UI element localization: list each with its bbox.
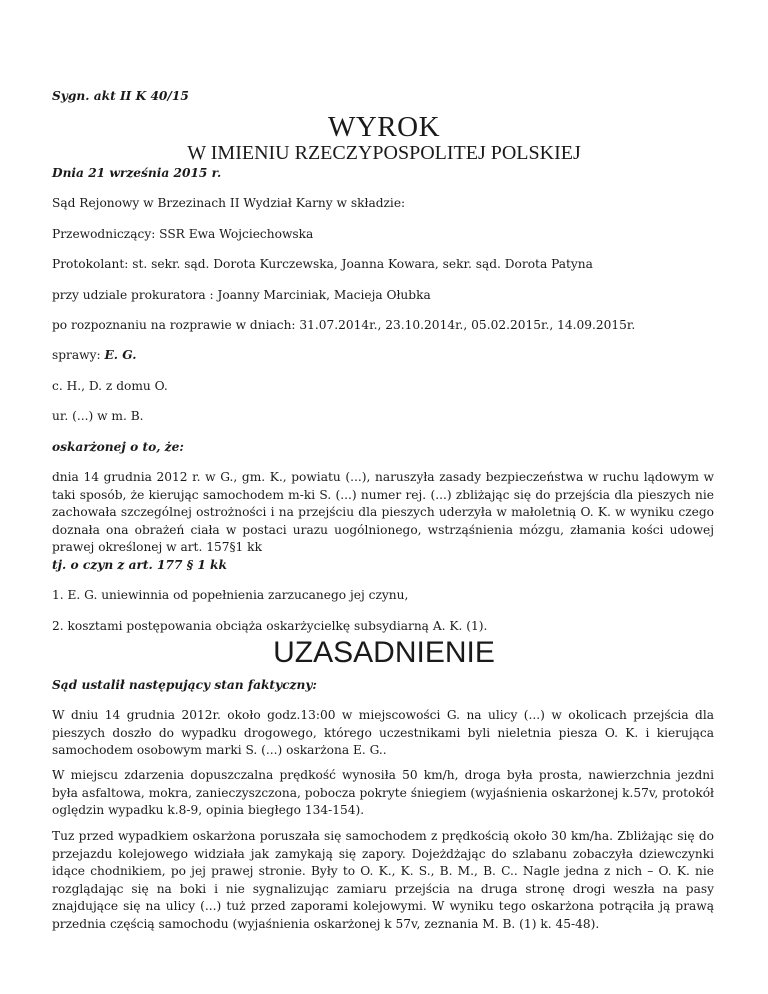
article-reference: tj. o czyn z art. 177 § 1 kk [52,558,227,572]
presiding-judge: Przewodniczący: SSR Ewa Wojciechowska [52,227,314,241]
justification-title: UZASADNIENIE [273,636,495,669]
defendant-birth: ur. (...) w m. B. [52,409,144,423]
case-subject [52,347,714,365]
verdict-item: 2. kosztami postępowania obciąża oskarżycielkę subsydiarną A. K. (1). [52,619,488,633]
paragraph: W miejscu zdarzenia dopuszczalna prędkość wynosiła 50 km/h, droga była prosta, nawierzchnia jezdni była asfaltowa, mokra, zanieczyszczona, pobocza pokryte śniegiem (wyjaśnienia oskarżonej k.57v, protokół oględzin wypadku k.8-9, opinia biegłego 134-154). [52,768,714,817]
verdict-subtitle: W IMIENIU RZECZYPOSPOLITEJ POLSKIEJ [187,142,581,164]
verdict-date: Dnia 21 września 2015 r. [52,166,222,180]
case-prefix: sprawy: [52,348,105,362]
accused-heading: oskarżonej o to, że: [52,440,184,454]
court-clerks: Protokolant: st. sekr. sąd. Dorota Kurczewska, Joanna Kowara, sekr. sąd. Dorota Patyna [52,257,593,271]
verdict-item: 1. E. G. uniewinnia od popełnienia zarzucanego jej czynu, [52,588,409,602]
hearing-dates: po rozpoznaniu na rozprawie w dniach: 31.07.2014r., 23.10.2014r., 05.02.2015r., 14.09.2015r. [52,318,636,332]
verdict-title: WYROK [327,111,441,143]
defendant-parents: c. H., D. z domu O. [52,379,168,393]
paragraph: Tuz przed wypadkiem oskarżona poruszała się samochodem z prędkością około 30 km/ha. Zbliżając się do przejazdu kolejowego widziała jak zamykają się zapory. Dojeżdżając do szlabanu zobaczyła dziewczynki idące chodnikiem, po jej prawej stronie. Były to O. K., K. S., B. M., B. C.. Nagle jedna z nich – O. K. nie rozglądając się na boki i nie sygnalizując zamiaru przejścia na druga stronę drogi weszła na pasy znajdujące się na ulicy (...) tuż przed zaporami kolejowymi. W wyniku tego oskarżona potrąciła ją prawą przednia częścią samochodu (wyjaśnienia oskarżonej k 57v, zeznania M. B. (1) k. 45-48). [52,829,714,931]
court-composition: Sąd Rejonowy w Brzezinach II Wydział Karny w składzie: [52,196,406,210]
paragraph: W dniu 14 grudnia 2012r. około godz.13:00 w miejscowości G. na ulicy (...) w okolicach przejścia dla pieszych doszło do wypadku drogowego, którego uczestnikami byli nieletnia piesza O. K. i kierująca samochodem osobowym marki S. (...) oskarżona E. G.. [52,708,714,757]
defendant-name: E. G. [104,348,137,362]
facts-heading: Sąd ustalił następujący stan faktyczny: [52,678,317,692]
case-number: Sygn. akt II K 40/15 [52,89,189,103]
charge-text: dnia 14 grudnia 2012 r. w G., gm. K., powiatu (...), naruszyła zasady bezpieczeństwa w ruchu lądowym w taki sposób, że kierując samochodem m-ki S. (...) numer rej. (...) zbliżając się do przejścia dla pieszych nie zachowała szczególnej ostrożności i na przejściu dla pieszych uderzyła w małoletnią O. K. w wyniku czego doznała ona obrażeń ciała w postaci urazu uogólnionego, wstrząśnienia mózgu, złamania kości udowej prawej określonej w art. 157§1 kk [52,470,714,554]
prosecutors: przy udziale prokuratora : Joanny Marciniak, Macieja Ołubka [52,288,431,302]
